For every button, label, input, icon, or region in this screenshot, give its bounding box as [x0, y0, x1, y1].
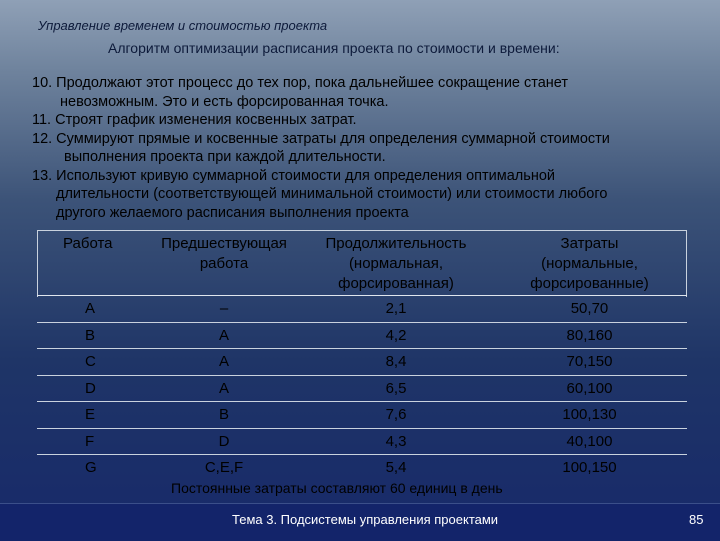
- cell-predecessor: A: [148, 375, 300, 402]
- table-header-row: [37, 230, 687, 296]
- cell-predecessor: D: [148, 428, 300, 455]
- col-duration-header: [300, 230, 492, 296]
- step-12-line-2: выполнения проекта при каждой длительности.: [64, 149, 386, 165]
- cell-duration: 4,2: [300, 322, 492, 349]
- cell-predecessor: B: [148, 402, 300, 429]
- table-row: [37, 402, 687, 429]
- cell-work: F: [37, 428, 148, 455]
- step-11-line-1: 11. Строят график изменения косвенных затрат.: [32, 112, 357, 128]
- cell-work: C: [37, 349, 148, 376]
- table-row: [37, 349, 687, 376]
- pred-header-line-1: Предшествующая: [161, 235, 287, 252]
- cell-duration: 7,6: [300, 402, 492, 429]
- cost-header-line-1: Затраты: [560, 235, 619, 252]
- col-work-header: Работа: [63, 235, 113, 252]
- cell-cost: 100,150: [492, 455, 687, 481]
- footer-topic: Тема 3. Подсистемы управления проектами: [232, 512, 499, 527]
- cell-cost: 40,100: [492, 428, 687, 455]
- pred-header-line-2: работа: [199, 255, 249, 272]
- step-10-line-1: 10. Продолжают этот процесс до тех пор, пока дальнейшее сокращение станет: [32, 75, 569, 91]
- table-row: [37, 428, 687, 455]
- activities-table: [37, 230, 687, 481]
- dur-header-line-3: форсированная): [338, 275, 454, 292]
- cell-cost: 70,150: [492, 349, 687, 376]
- cell-duration: 8,4: [300, 349, 492, 376]
- table-row: [37, 375, 687, 402]
- cell-work: A: [37, 296, 148, 323]
- cell-work: E: [37, 402, 148, 429]
- cell-work: D: [37, 375, 148, 402]
- cell-predecessor: A: [148, 322, 300, 349]
- cost-header-line-2: (нормальные,: [541, 255, 638, 272]
- step-13-line-2: длительности (соответствующей минимальной стоимости) или стоимости любого: [56, 186, 608, 202]
- cell-predecessor: C,E,F: [148, 455, 300, 481]
- cell-cost: 80,160: [492, 322, 687, 349]
- cell-cost: 60,100: [492, 375, 687, 402]
- page-number: 85: [689, 512, 704, 527]
- fixed-costs-note: Постоянные затраты составляют 60 единиц в день: [171, 480, 503, 496]
- course-title: Управление временем и стоимостью проекта: [38, 18, 328, 33]
- cell-duration: 4,3: [300, 428, 492, 455]
- step-13-line-1: 13. Используют кривую суммарной стоимости для определения оптимальной: [32, 167, 555, 184]
- step-10-line-2: невозможным. Это и есть форсированная точка.: [60, 93, 389, 110]
- step-13-line-3: другого желаемого расписания выполнения проекта: [56, 204, 409, 221]
- table-row: [37, 296, 687, 323]
- cell-duration: 2,1: [300, 296, 492, 323]
- step-12-line-1: 12. Суммируют прямые и косвенные затраты для определения суммарной стоимости: [32, 130, 610, 147]
- cell-cost: 50,70: [492, 296, 687, 323]
- slide-subtitle: Алгоритм оптимизации расписания проекта по стоимости и времени:: [108, 40, 560, 56]
- cell-duration: 6,5: [300, 375, 492, 402]
- cell-duration: 5,4: [300, 455, 492, 481]
- dur-header-line-1: Продолжительность: [325, 235, 467, 252]
- cell-work: B: [37, 322, 148, 349]
- algorithm-steps: [32, 74, 692, 222]
- table-row: [37, 322, 687, 349]
- cell-work: G: [37, 455, 148, 481]
- cell-cost: 100,130: [492, 402, 687, 429]
- cell-predecessor: A: [148, 349, 300, 376]
- col-cost-header: [492, 230, 687, 296]
- dur-header-line-2: (нормальная,: [348, 255, 444, 272]
- col-predecessor-header: [148, 230, 300, 296]
- table-row: [37, 455, 687, 481]
- cell-predecessor: –: [148, 296, 300, 323]
- cost-header-line-3: форсированные): [530, 275, 649, 292]
